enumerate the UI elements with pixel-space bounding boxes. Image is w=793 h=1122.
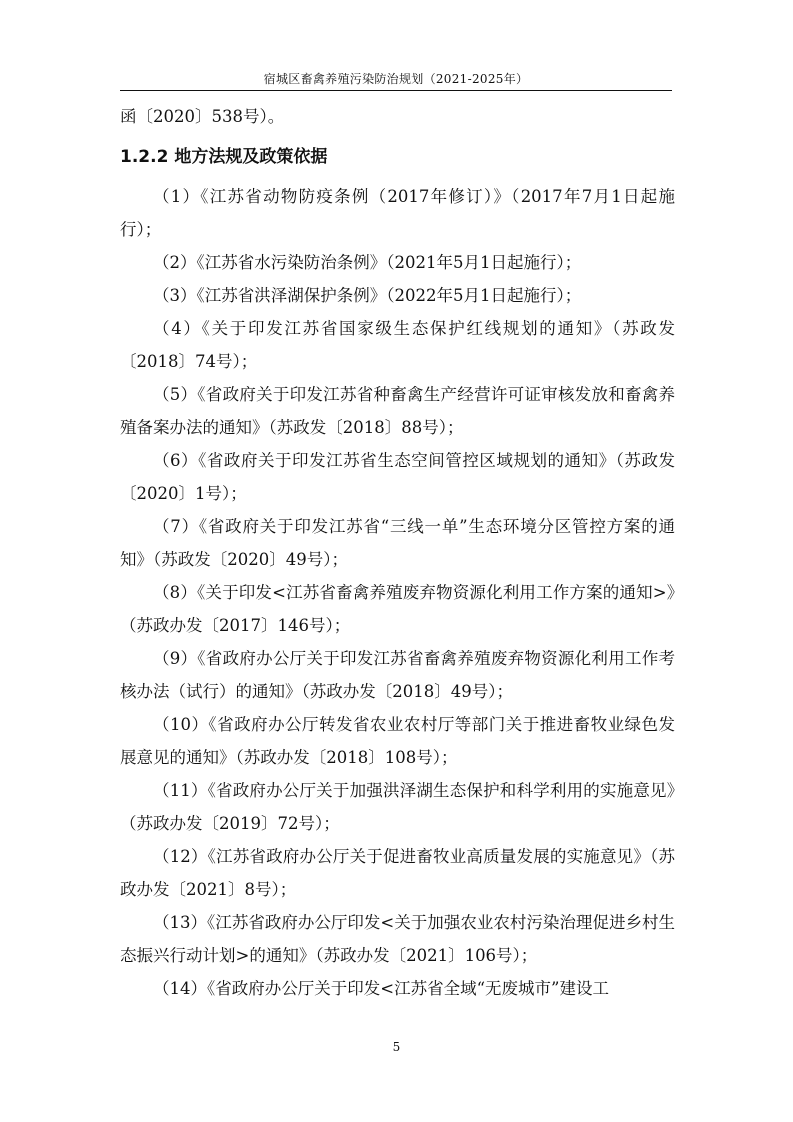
list-item: （1）《江苏省动物防疫条例（2017年修订）》（2017年7月1日起施行）； <box>120 187 675 239</box>
list-item: （9）《省政府办公厅关于印发江苏省畜禽养殖废弃物资源化利用工作考核办法（试行）的通知》（苏政办发〔2018〕49号）； <box>120 649 675 701</box>
list-item: （10）《省政府办公厅转发省农业农村厅等部门关于推进畜牧业绿色发展意见的通知》（苏政办发〔2018〕108号）； <box>120 715 675 767</box>
header-rule <box>120 90 672 91</box>
list-item: （7）《省政府关于印发江苏省“三线一单”生态环境分区管控方案的通知》（苏政发〔2020〕49号）； <box>120 517 675 569</box>
list-item: （4）《关于印发江苏省国家级生态保护红线规划的通知》（苏政发〔2018〕74号）； <box>120 319 675 371</box>
continuation-text: 函〔2020〕538号）。 <box>120 107 285 126</box>
list-item: （8）《关于印发<江苏省畜禽养殖废弃物资源化利用工作方案的通知>》（苏政办发〔2017〕146号）； <box>120 583 675 635</box>
list-item: （12）《江苏省政府办公厅关于促进畜牧业高质量发展的实施意见》（苏政办发〔2021〕8号）； <box>120 847 675 899</box>
list-item: （5）《省政府关于印发江苏省种畜禽生产经营许可证审核发放和畜禽养殖备案办法的通知》（苏政发〔2018〕88号）； <box>120 385 675 437</box>
list-item: （11）《省政府办公厅关于加强洪泽湖生态保护和科学利用的实施意见》（苏政办发〔2019〕72号）； <box>120 781 675 833</box>
list-item: （2）《江苏省水污染防治条例》（2021年5月1日起施行）； <box>153 253 582 272</box>
list-item: （3）《江苏省洪泽湖保护条例》（2022年5月1日起施行）； <box>153 286 582 305</box>
page-content <box>120 100 675 1005</box>
list-item: （13）《江苏省政府办公厅印发<关于加强农业农村污染治理促进乡村生态振兴行动计划>的通知》（苏政办发〔2021〕106号）； <box>120 913 675 965</box>
list-item: （14）《省政府办公厅关于印发<江苏省全域“无废城市”建设工 <box>153 979 609 998</box>
regulation-list <box>120 180 675 1005</box>
page-number: 5 <box>392 1040 401 1054</box>
running-header: 宿城区畜禽养殖污染防治规划（2021-2025年） <box>263 72 529 86</box>
list-item: （6）《省政府关于印发江苏省生态空间管控区域规划的通知》（苏政发〔2020〕1号）； <box>120 451 675 503</box>
section-heading: 1.2.2 地方法规及政策依据 <box>120 147 328 167</box>
